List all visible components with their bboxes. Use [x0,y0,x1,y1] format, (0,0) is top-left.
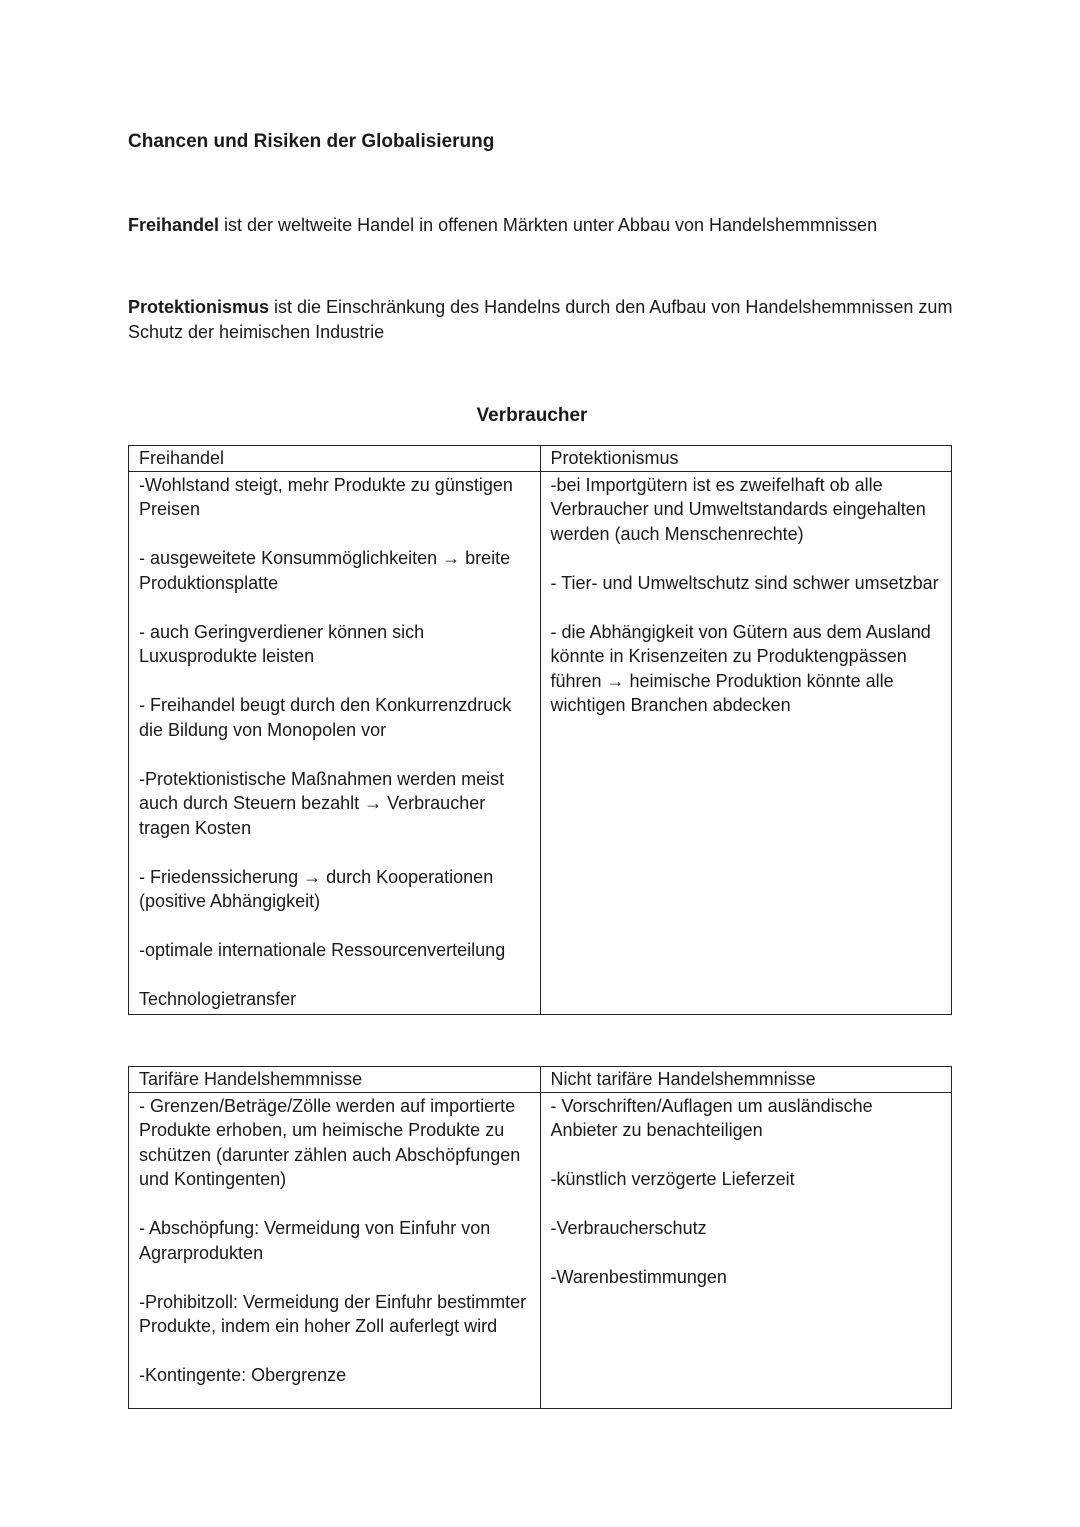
table-header-row [129,1067,952,1093]
protektionismus-cell [540,471,952,1014]
freihandel-cell [129,471,541,1014]
list-item: - Grenzen/Beträge/Zölle werden auf importierte Produkte erhoben, um heimische Produkte zu schützen (darunter zählen auch Abschöpfungen und Kontingenten) [139,1095,521,1189]
nicht-tarifaere-cell [540,1092,952,1408]
definition-text-protektionismus: ist die Einschränkung des Handelns durch den Aufbau von Handelshemmnissen zum Schutz der heimischen Industrie [128,297,953,342]
list-item: - auch Geringverdiener können sich Luxusprodukte leisten [139,621,425,666]
list-item: - Friedenssicherung → durch Kooperationen (positive Abhängigkeit) [139,866,494,911]
list-item: -Wohlstand steigt, mehr Produkte zu günstigen Preisen [139,474,513,519]
column-header-tarifaere: Tarifäre Handelshemmnisse [129,1067,541,1093]
list-item: -optimale internationale Ressourcenverteilung [139,940,506,960]
section-heading-verbraucher: Verbraucher [476,405,588,426]
tarifaere-cell [129,1092,541,1408]
list-item: - die Abhängigkeit von Gütern aus dem Ausland könnte in Krisenzeiten zu Produktengpässen führen → heimische Produktion könnte alle wichtigen Branchen abdecken [550,621,931,715]
column-header-protektionismus: Protektionismus [540,446,952,472]
table-row [129,1092,952,1408]
consumer-comparison-table [128,445,952,1015]
definition-protektionismus [128,295,958,344]
trade-barriers-table [128,1066,952,1409]
list-item: - Tier- und Umweltschutz sind schwer umsetzbar [550,572,939,593]
list-item: -bei Importgütern ist es zweifelhaft ob alle Verbraucher und Umweltstandards eingehalten werden (auch Menschenrechte) [550,474,926,544]
list-item: -Kontingente: Obergrenze [139,1365,347,1385]
column-header-nicht-tarifaere: Nicht tarifäre Handelshemmnisse [540,1067,952,1093]
list-item: -Protektionistische Maßnahmen werden meist auch durch Steuern bezahlt → Verbraucher tragen Kosten [139,768,505,838]
term-protektionismus: Protektionismus [128,297,270,317]
table-row [129,471,952,1014]
list-item: - Freihandel beugt durch den Konkurrenzdruck die Bildung von Monopolen vor [139,695,512,740]
list-item: - Vorschriften/Auflagen um ausländische Anbieter zu benachteiligen [550,1095,873,1140]
column-header-freihandel: Freihandel [129,446,541,472]
list-item: - ausgeweitete Konsummöglichkeiten → breite Produktionsplatte [139,548,511,593]
term-freihandel: Freihandel [128,215,220,235]
document-title: Chancen und Risiken der Globalisierung [128,131,495,152]
definition-freihandel [128,213,958,238]
list-item: -Verbraucherschutz [550,1218,707,1238]
list-item: -künstlich verzögerte Lieferzeit [550,1169,795,1189]
list-item: -Prohibitzoll: Vermeidung der Einfuhr bestimmter Produkte, indem ein hoher Zoll auferlegt wird [139,1291,527,1336]
list-item: Technologietransfer [139,989,297,1009]
table-header-row [129,446,952,472]
list-item: -Warenbestimmungen [550,1267,727,1287]
list-item: - Abschöpfung: Vermeidung von Einfuhr von Agrarprodukten [139,1218,491,1263]
definition-text-freihandel: ist der weltweite Handel in offenen Märkten unter Abbau von Handelshemmnissen [219,215,878,235]
